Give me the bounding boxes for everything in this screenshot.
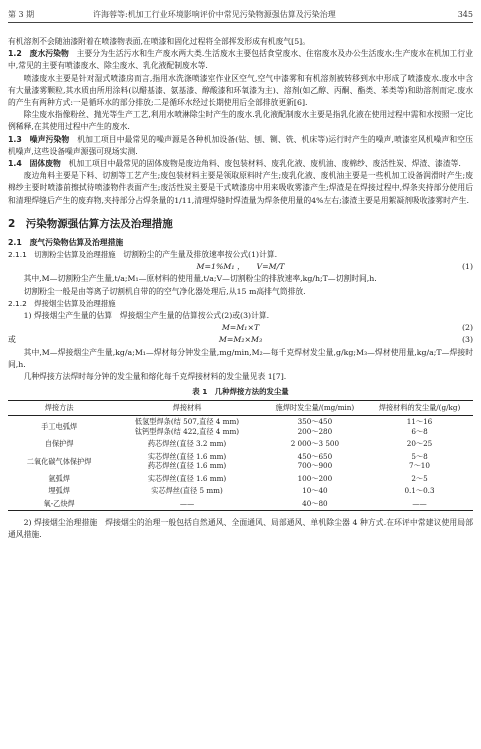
paragraph: 除尘废水指像粉丝、抛光等生产工艺,利用水喷淋除尘时产生的废水.乳化液配制废水主要是指乳化液在使用过程中需和水按照一定比例稀释,在其使用过程中产生的废水. xyxy=(8,110,473,132)
paragraph: 其中,M—切割粉尘产生量,t/a;M₁—原材料的使用量,t/a;V—切割粉尘的排放速率,kg/h;T—切割时间,h. xyxy=(23,274,377,284)
table-cell-method xyxy=(8,485,110,498)
cell-line: 氧-乙炔焊 xyxy=(43,498,75,508)
equation-text: M=M₂×M₃ xyxy=(218,335,263,345)
cell-line: 自保护焊 xyxy=(44,439,74,449)
table-cell-method xyxy=(8,415,110,438)
cell-line: 药芯焊丝(直径 3.2 mm) xyxy=(147,439,227,449)
equation-3 xyxy=(8,334,473,346)
table-cell-materials xyxy=(110,497,263,510)
table-cell-materials xyxy=(110,415,263,438)
equation-1 xyxy=(8,261,473,273)
cell-line: 11～16 xyxy=(406,417,433,427)
table-cell-rate xyxy=(264,485,366,498)
cell-line: 6～8 xyxy=(411,426,428,436)
table-cell-materials xyxy=(110,450,263,472)
cell-line: 450～650 xyxy=(297,451,333,461)
running-title: 许海蓉等:机加工行业环境影响评价中常见污染物源强估算及污染治理 xyxy=(93,10,336,19)
paragraph: 几种焊接方法焊时每分钟的发尘量和熔化每千克焊接材料的发尘量见表 1[7]. xyxy=(23,372,287,382)
header-cell: 焊接材料的发尘量/(g/kg) xyxy=(366,401,473,416)
equation-2 xyxy=(8,322,473,334)
table-cell-method xyxy=(8,438,110,451)
paragraph: 喷漆废水主要是针对湿式喷漆房而言,指用水洗涤喷漆室作业区空气,空气中漆雾和有机溶剂被转移到水中形成了喷漆废水.废水中含有大量漆雾颗粒,其水质由所用涂料(以醋基漆、氨基漆、醇酸漆和环氧漆为主)、溶剂(如乙醇、丙酮、酯类、苯类等)和助溶剂而定.废水的产生有两种方式:一是循环水的部分排放;二是循环水经过长期使用后全部排放更新[6]. xyxy=(8,73,473,108)
cell-line: 700～900 xyxy=(297,461,333,471)
table-row xyxy=(8,438,473,451)
cell-line: 低氢型焊条(结 507,直径 4 mm) xyxy=(134,417,240,427)
table-row xyxy=(8,497,473,510)
cell-line: 手工电弧焊 xyxy=(41,422,78,432)
cell-line: 20～25 xyxy=(406,439,433,449)
cell-line: 7～10 xyxy=(409,461,430,471)
paragraph: 2) 焊接烟尘治理措施 焊接烟尘的治理一般包括自然通风、全面通风、局部通风、单机除尘器 4 种方式.在环评中常建议使用局部通风措施. xyxy=(8,517,473,540)
cell-line: 350～450 xyxy=(297,417,333,427)
cell-line: 实芯焊丝(直径 1.6 mm) xyxy=(147,451,227,461)
cell-line: 2～5 xyxy=(411,473,428,483)
header-cell: 焊接材料 xyxy=(110,401,263,416)
equation-number: (3) xyxy=(461,335,473,345)
section-heading: 1.2 废水污染物 xyxy=(8,49,69,59)
table-cell-materials xyxy=(110,438,263,451)
page-number: 345 xyxy=(457,10,473,19)
section-heading: 1.3 噪声污染物 xyxy=(8,134,70,144)
table-cell-method xyxy=(8,472,110,485)
cell-line: 40～80 xyxy=(302,498,328,508)
table-cell-perkg xyxy=(366,472,473,485)
issue-number: 第 3 期 xyxy=(8,10,35,19)
table-cell-method xyxy=(8,450,110,472)
header-cell: 焊接方法 xyxy=(8,401,110,416)
cell-line: —— xyxy=(412,498,427,508)
equation-number: (2) xyxy=(461,323,473,333)
cell-line: 二氧化碳气体保护焊 xyxy=(26,456,92,466)
header-cell: 施焊时发尘量/(mg/min) xyxy=(264,401,366,416)
dust-table xyxy=(8,400,473,511)
cell-line: 10～40 xyxy=(302,486,328,496)
table-cell-rate xyxy=(264,472,366,485)
section-heading: 1.4 固体废物 xyxy=(8,159,61,169)
cell-line: 0.1～0.3 xyxy=(404,486,435,496)
cell-line: 100～200 xyxy=(297,473,333,483)
paragraph: 1) 焊接烟尘产生量的估算 焊接烟尘产生量的估算按公式(2)或(3)计算. xyxy=(23,311,270,321)
subsection-heading: 2.1 废气污染物估算及治理措施 xyxy=(8,237,124,247)
table-cell-method xyxy=(8,497,110,510)
paragraph: 有机溶剂不会随油漆附着在喷漆物表面,在喷漆和固化过程将全部挥发形成有机废气[5]。 xyxy=(8,37,311,46)
table-body xyxy=(8,415,473,510)
table-cell-rate xyxy=(264,415,366,438)
cell-line: —— xyxy=(179,498,195,508)
section-title: 2 污染物源强估算方法及治理措施 xyxy=(8,217,173,230)
cell-line: 氩弧焊 xyxy=(48,473,70,483)
table-row xyxy=(8,450,473,472)
table-cell-rate xyxy=(264,497,366,510)
cell-line: 钛钙型焊条(结 422,直径 4 mm) xyxy=(134,426,240,436)
running-header xyxy=(8,8,473,23)
table-cell-materials xyxy=(110,485,263,498)
paragraph: 1.3 噪声污染物 机加工项目中最常见的噪声源是各种机加设备(钻、刨、铡、铣、机床等)运行时产生的噪声,喷漆室风机噪声和空压机噪声,这些设备噪声源强可现场实测. xyxy=(8,134,474,156)
table-cell-perkg xyxy=(366,450,473,472)
table-caption: 表 1 几种焊接方法的发尘量 xyxy=(192,387,289,397)
table-cell-rate xyxy=(264,438,366,451)
table-header-row xyxy=(8,401,473,416)
cell-line: 埋弧焊 xyxy=(48,486,70,496)
paragraph: 其中,M—焊接烟尘产生量,kg/a;M₁—焊材每分钟发尘量,mg/min,M₂—每千克焊材发尘量,g/kg;M₃—焊材使用量,kg/a;T—焊接时间,h. xyxy=(8,347,473,369)
equation-text: M=M₁×T xyxy=(221,323,260,333)
equation-prefix: 或 xyxy=(8,335,16,345)
paragraph: 1.2 废水污染物 主要分为生活污水和生产废水两大类.生活废水主要包括食堂废水、住宿废水及办公生活废水;生产废水在机加工行业中,常见的主要有喷漆废水、除尘废水、乳化液配制废水等. xyxy=(8,49,473,71)
cell-line: 200～280 xyxy=(297,426,333,436)
cell-line: 实芯焊丝(直径 1.6 mm) xyxy=(147,473,227,483)
subsubsection-heading: 2.1.1 切割粉尘估算及治理措施 xyxy=(8,250,116,260)
table-row xyxy=(8,472,473,485)
paragraph: 切割粉尘一般是由等离子切割机自带的的空气净化器处理后,从15 m高排气筒排放. xyxy=(23,286,306,296)
cell-line: 5～8 xyxy=(411,451,428,461)
cell-line: 2 000～3 500 xyxy=(290,439,340,449)
table-cell-perkg xyxy=(366,415,473,438)
cell-line: 药芯焊丝(直径 1.6 mm) xyxy=(147,461,227,471)
equation-number: (1) xyxy=(461,262,473,272)
table-row xyxy=(8,485,473,498)
body-text xyxy=(8,36,473,541)
paragraph: 1.4 固体废物 机加工项目中最常见的固体废物是废边角料、废包装材料、废乳化液、废机油、废棉纱、废活性炭、焊渣、漆渣等. xyxy=(8,159,461,169)
table-cell-rate xyxy=(264,450,366,472)
subsubsection-heading: 2.1.2 焊接烟尘估算及治理措施 xyxy=(8,298,116,308)
table-cell-materials xyxy=(110,472,263,485)
table-cell-perkg xyxy=(366,485,473,498)
cell-line: 实芯焊丝(直径 5 mm) xyxy=(151,486,223,496)
table-cell-perkg xyxy=(366,497,473,510)
equation-text: M=1%M₁ ， V=M/T xyxy=(196,262,285,272)
paragraph: 废边角料主要是下料、切割等工艺产生;废包装材料主要是领取原料时产生;废乳化液、废机油主要是一些机加工设备润滑时产生;废棉纱主要时喷漆前擦拭待喷漆物件表面产生;废活性炭主要是干式喷漆房中用来吸收雾漆产生;焊渣是在焊接过程中,焊条夹持部分使用后和清理焊缝后产生的废弃物,夹持部分占焊条量的1/11,清理焊缝时焊渣量为焊条使用量的4%左右;漆渣主要是用絮凝剂吸收漆雾时产生. xyxy=(8,171,473,205)
table-cell-perkg xyxy=(366,438,473,451)
table-row xyxy=(8,415,473,438)
paragraph: 2.1.1 切割粉尘估算及治理措施 切割粉尘的产生量及排放速率按公式(1)计算. xyxy=(8,250,278,260)
